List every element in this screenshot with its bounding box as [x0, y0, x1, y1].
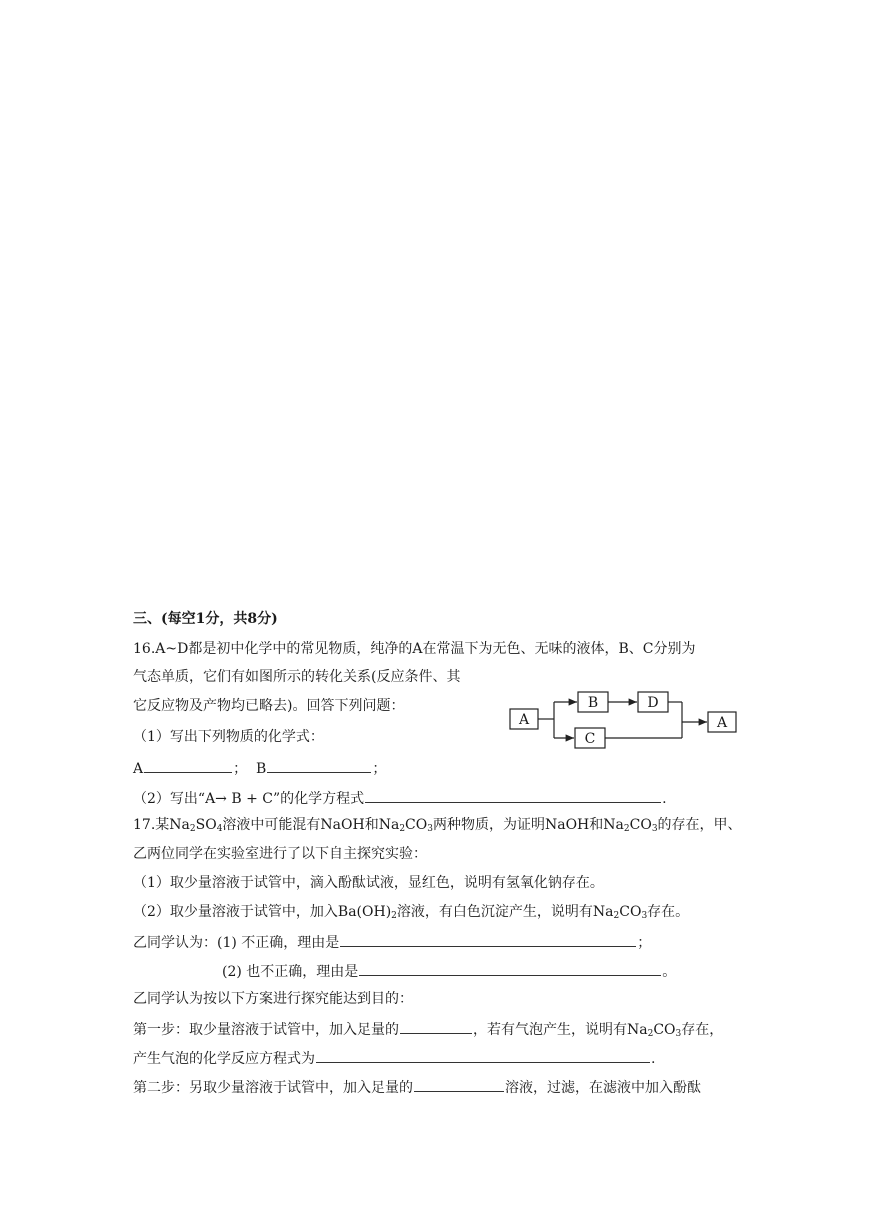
equation-text: 产生气泡的化学反应方程式为 — [133, 1051, 315, 1067]
q16-part-2 — [133, 788, 667, 808]
answer-a-label: A — [133, 761, 144, 777]
q16-line-1: 16.A~D都是初中化学中的常见物质，纯净的A在常温下为无色、无味的液体，B、C分别为 — [133, 641, 696, 657]
answer-b-label: B — [256, 761, 267, 777]
conversion-diagram — [505, 688, 745, 750]
reason-2-blank[interactable] — [359, 961, 661, 976]
section-heading: 三、(每空1分，共8分) — [133, 611, 278, 627]
step-2-text: 第二步：另取少量溶液于试管中，加入足量的 — [133, 1080, 413, 1096]
q17-line-1: 17.某$Na_2SO_4$溶液中可能混有NaOH和$Na_2CO_3$两种物质，为证明NaOH和$Na_2CO_3$的存在，甲、 — [133, 817, 742, 834]
q17-step-1-equation — [133, 1048, 655, 1068]
q17-experiment-2: （2）取少量溶液于试管中，加入$Ba(OH)_2$溶液，有白色沉淀产生，说明有$Na_2CO_3$存在。 — [133, 904, 690, 921]
reason-2-text: (2) 也不正确，理由是 — [222, 964, 359, 980]
equation-blank[interactable] — [365, 788, 661, 803]
q17-experiment-1: （1）取少量溶液于试管中，滴入酚酞试液，显红色，说明有氢氧化钠存在。 — [133, 875, 604, 891]
step-1-equation-blank[interactable] — [316, 1048, 650, 1063]
period: . — [662, 791, 667, 807]
q16-part-1: （1）写出下列物质的化学式： — [133, 729, 324, 745]
step-2-text-end: 溶液，过滤，在滤液中加入酚酞 — [505, 1080, 701, 1096]
node-c-label: C — [584, 731, 596, 747]
answer-b-blank[interactable] — [267, 758, 371, 773]
period: 。 — [662, 964, 677, 980]
q17-step-1: 第一步：取少量溶液于试管中，加入足量的 ，若有气泡产生，说明有$Na_2CO_3$存在， — [133, 1019, 723, 1039]
node-a-left-label: A — [518, 712, 530, 728]
period: . — [651, 1051, 656, 1067]
q16-formula-answers — [133, 758, 386, 778]
separator: ； — [233, 761, 248, 777]
q16-part-2-text: （2）写出“A→ B + C”的化学方程式 — [133, 791, 365, 807]
answer-a-blank[interactable] — [144, 758, 232, 773]
node-b-label: B — [587, 695, 599, 711]
step-2-reagent-blank[interactable] — [414, 1077, 504, 1092]
node-a-right-label: A — [716, 715, 728, 731]
step-1-reagent-blank[interactable] — [400, 1019, 472, 1034]
q17-plan-intro: 乙同学认为按以下方案进行探究能达到目的： — [133, 991, 413, 1007]
q16-line-2: 气态单质，它们有如图所示的转化关系(反应条件、其 — [133, 669, 461, 685]
separator: ； — [637, 935, 652, 951]
node-d-label: D — [647, 695, 659, 711]
reason-1-text: 乙同学认为：(1) 不正确，理由是 — [133, 935, 340, 951]
q17-step-2 — [133, 1077, 701, 1097]
q16-line-3: 它反应物及产物均已略去)。回答下列问题： — [133, 698, 405, 714]
q17-line-2: 乙两位同学在实验室进行了以下自主探究实验： — [133, 846, 427, 862]
q17-reason-2 — [222, 961, 676, 981]
separator: ； — [372, 761, 387, 777]
reason-1-blank[interactable] — [340, 932, 636, 947]
q17-reason-1 — [133, 932, 651, 952]
